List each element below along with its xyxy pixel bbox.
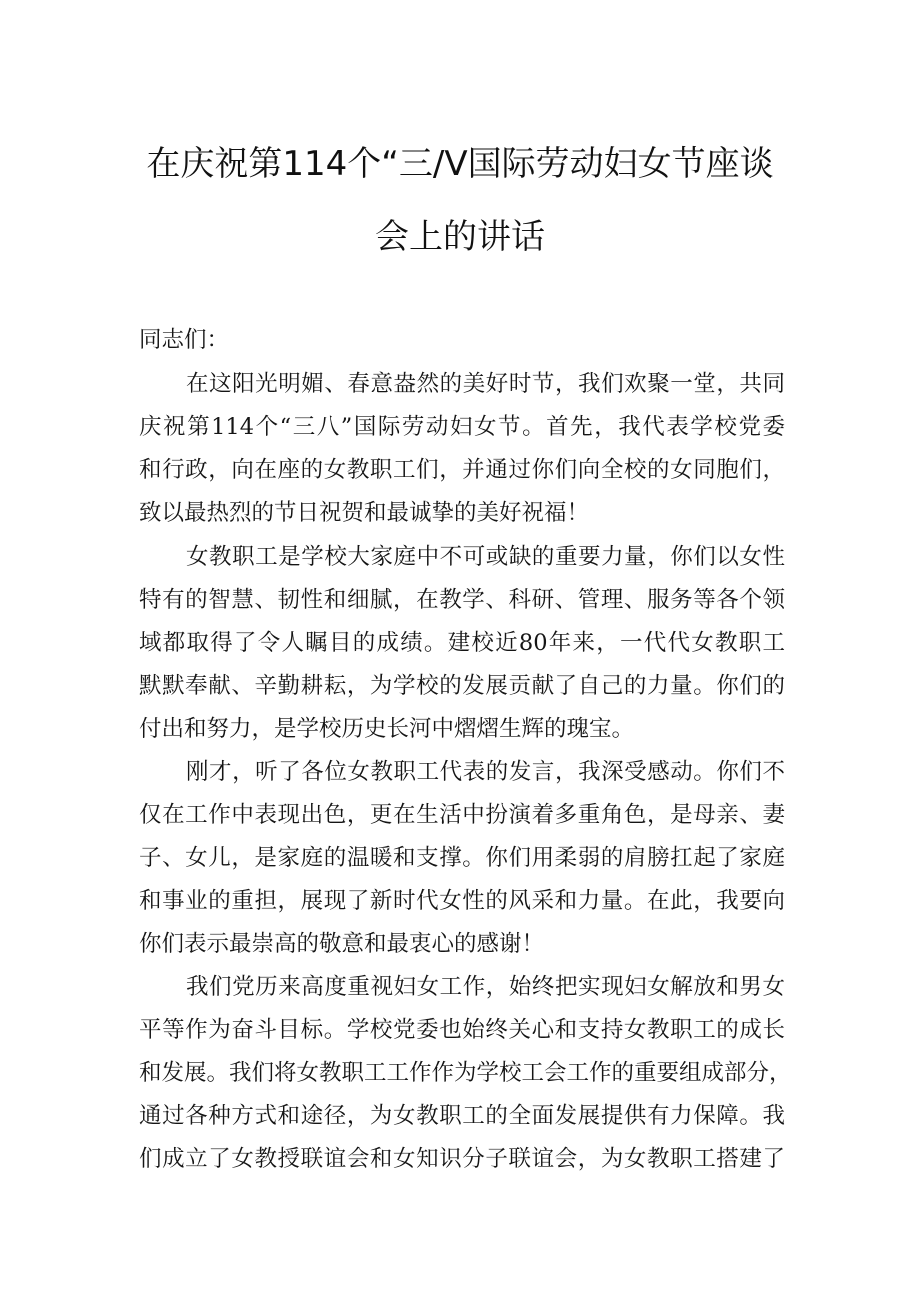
paragraph-line: 平等作为奋斗目标。学校党委也始终关心和支持女教职工的成长 [139,1017,785,1043]
paragraph-line: 们成立了女教授联谊会和女知识分子联谊会，为女教职工搭建了 [139,1146,785,1172]
paragraph-line: 仅在工作中表现出色，更在生活中扮演着多重角色，是母亲、妻 [139,802,785,828]
paragraph-line: 默默奉献、辛勤耕耘，为学校的发展贡献了自己的力量。你们的 [139,673,785,699]
paragraph-line: 刚才，听了各位女教职工代表的发言，我深受感动。你们不 [186,759,785,785]
paragraph-line: 通过各种方式和途径，为女教职工的全面发展提供有力保障。我 [139,1103,785,1129]
paragraph-line: 和发展。我们将女教职工工作作为学校工会工作的重要组成部分， [139,1060,792,1086]
paragraph-line: 和行政，向在座的女教职工们，并通过你们向全校的女同胞们， [139,457,785,483]
paragraph-line: 我们党历来高度重视妇女工作，始终把实现妇女解放和男女 [186,974,785,1000]
paragraph-line: 庆祝第114个“三八”国际劳动妇女节。首先，我代表学校党委 [139,414,785,440]
paragraph-line: 和事业的重担，展现了新时代女性的风采和力量。在此，我要向 [139,888,785,914]
paragraph-line: 域都取得了令人瞩目的成绩。建校近80年来，一代代女教职工 [139,630,785,656]
document-title-line-1: 在庆祝第114个“三/V国际劳动妇女节座谈 [146,144,774,184]
document-title-line-2: 会上的讲话 [375,217,545,257]
paragraph-line: 子、女儿，是家庭的温暖和支撑。你们用柔弱的肩膀扛起了家庭 [139,845,785,871]
paragraph-line: 特有的智慧、韧性和细腻，在教学、科研、管理、服务等各个领 [139,587,785,613]
paragraph-line: 在这阳光明媚、春意盎然的美好时节，我们欢聚一堂，共同 [186,371,785,397]
paragraph-line: 女教职工是学校大家庭中不可或缺的重要力量，你们以女性 [186,544,785,570]
paragraph-line: 致以最热烈的节日祝贺和最诚挚的美好祝福！ [139,500,590,526]
salutation: 同志们： [139,327,230,353]
paragraph-line: 付出和努力，是学校历史长河中熠熠生辉的瑰宝。 [139,716,635,742]
paragraph-line: 你们表示最崇高的敬意和最衷心的感谢！ [139,931,545,957]
